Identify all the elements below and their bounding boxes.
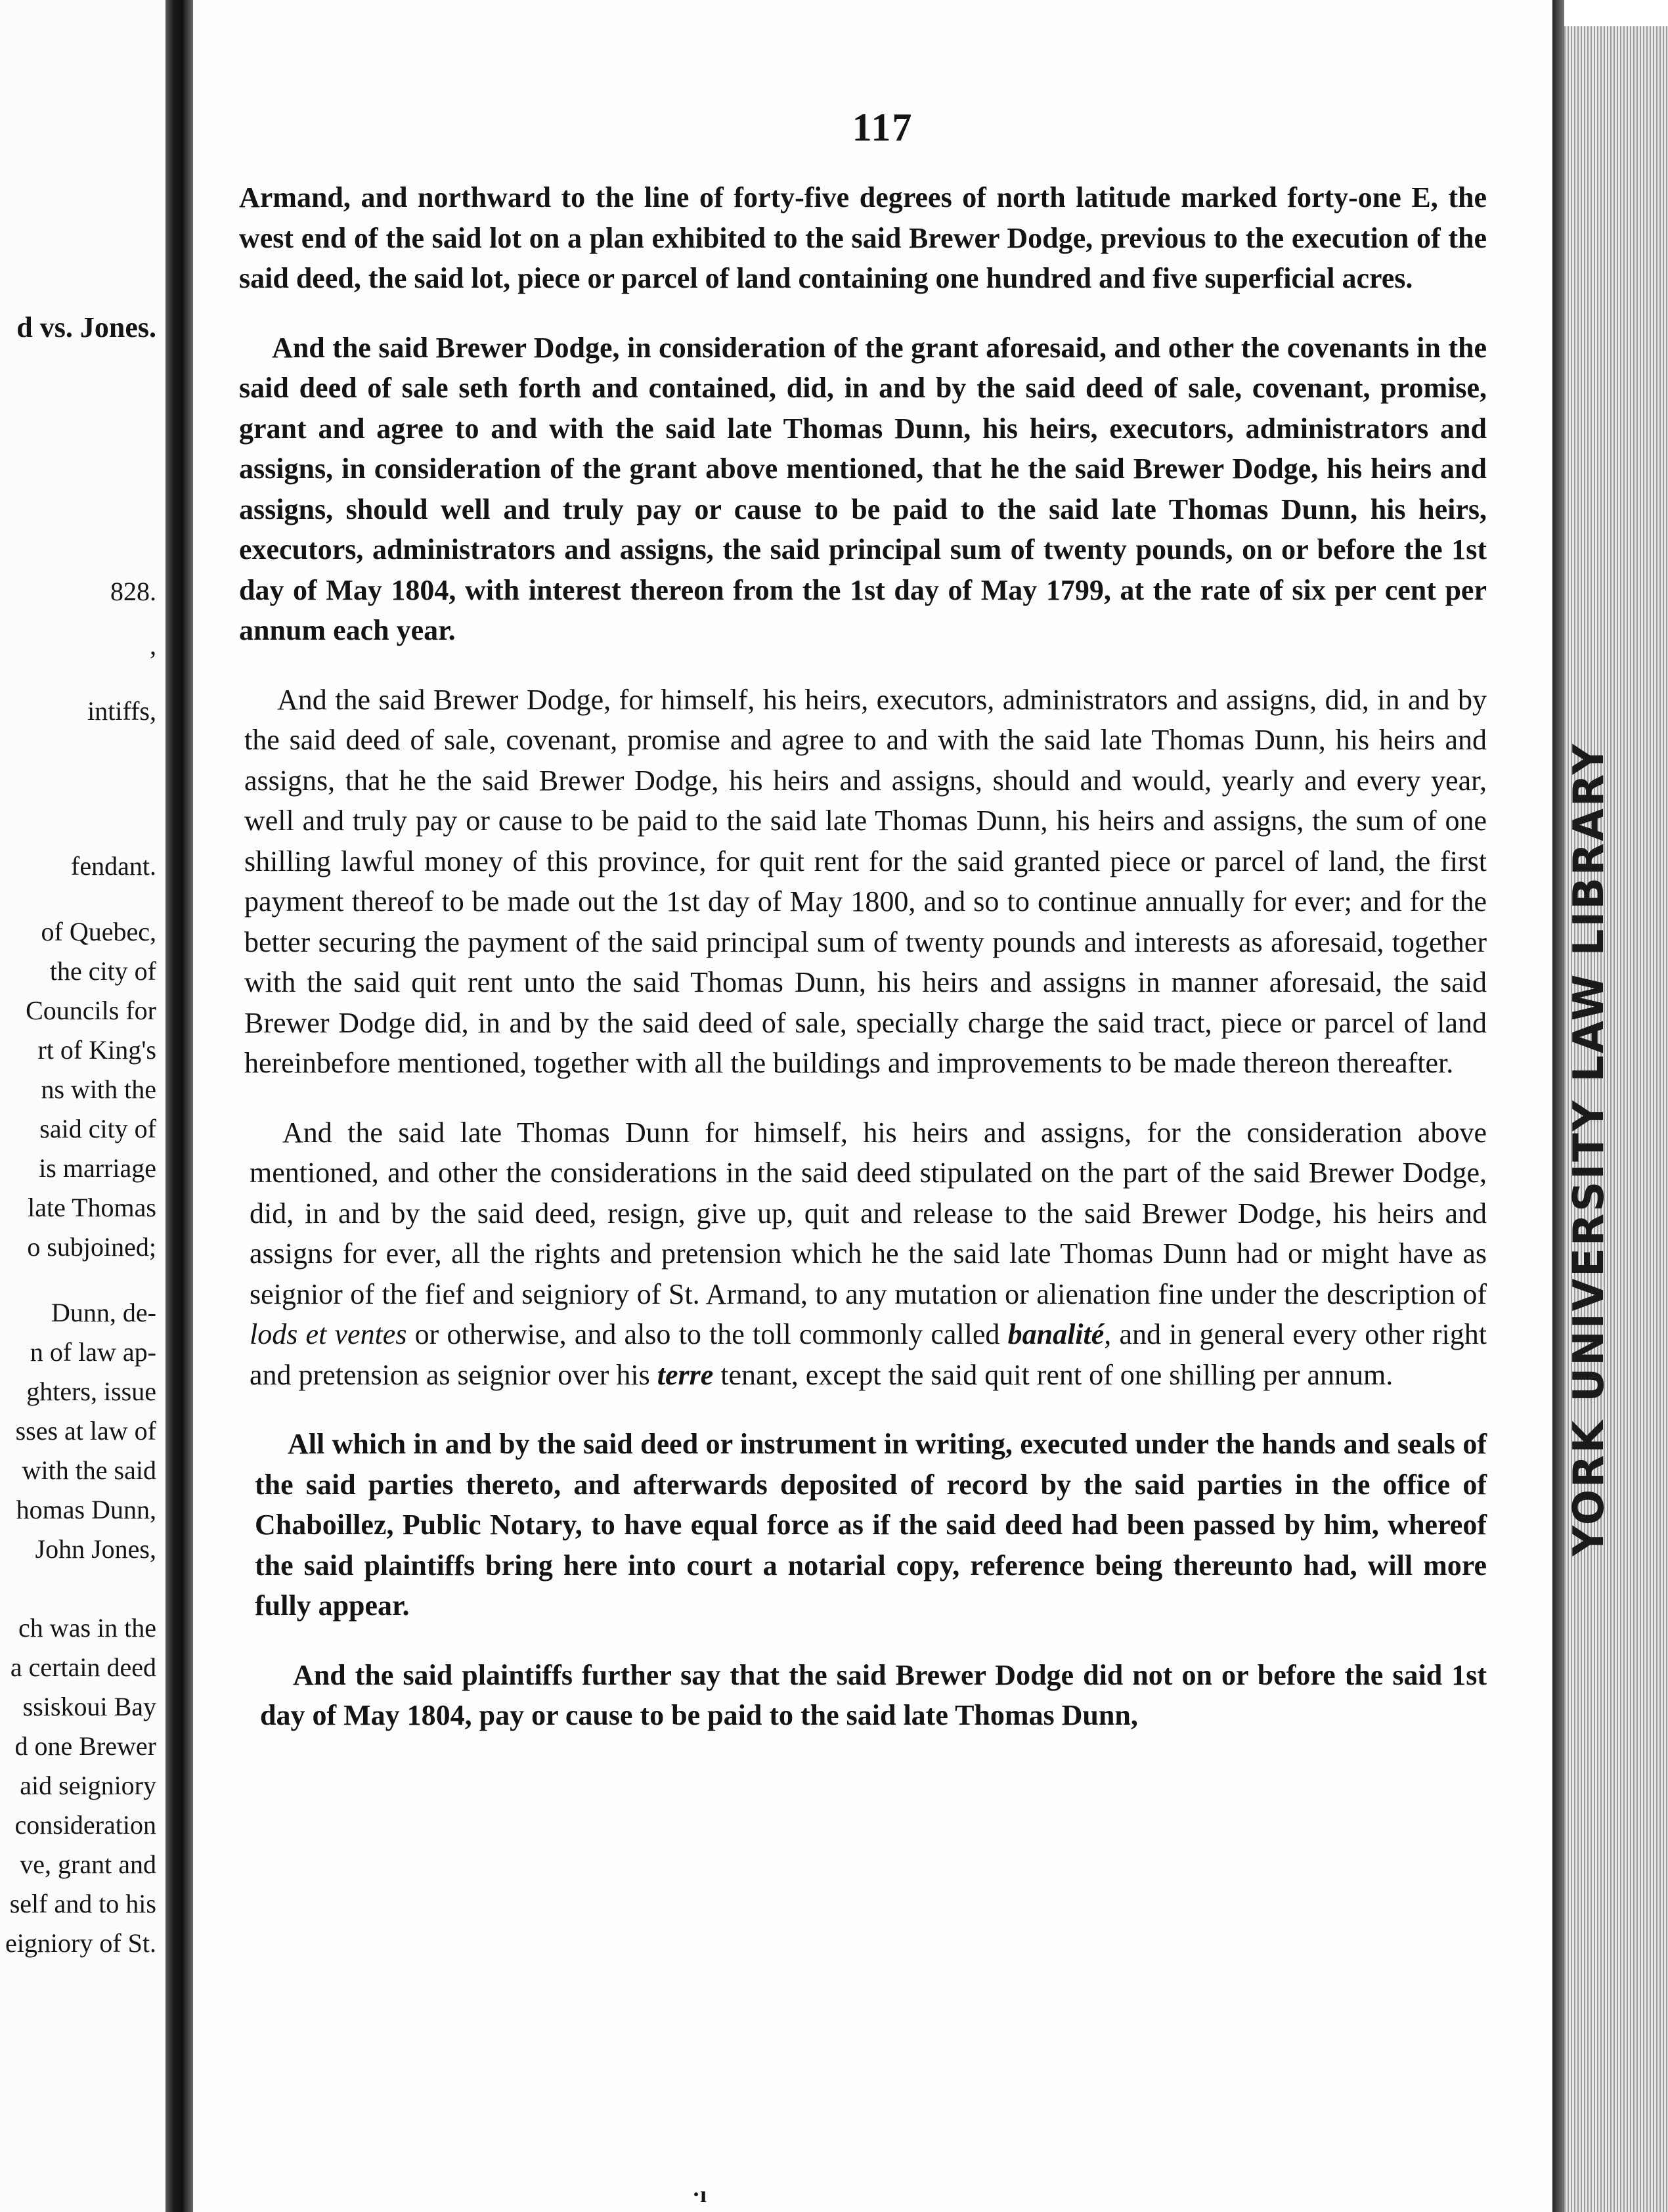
left-page-fragment: a certain deed [10,1652,156,1682]
left-page-fragment: , [150,630,156,660]
library-stamp: YORK UNIVERSITY LAW LIBRARY [1565,742,1613,1557]
paragraph: Armand, and northward to the line of forty-five degrees of north latitude marked forty-one E, the west end of the said lot on a plan exhibited to the said Brewer Dodge, previous to the execution of the said deed, the said lot, piece or parcel of land containing one hundred and five superficial acres. [239,181,1487,294]
left-page-fragment: ns with the [41,1074,156,1104]
left-page-fragment: 828. [110,577,156,606]
left-page-fragment: sses at law of [15,1416,156,1446]
left-page-fragment: ghters, issue [26,1377,156,1406]
left-page-fragment: homas Dunn, [16,1495,156,1524]
left-facing-page [0,0,165,2212]
left-page-fragment: ssiskoui Bay [22,1692,156,1721]
left-page-fragment: Dunn, de- [51,1298,156,1327]
paragraph: And the said Brewer Dodge, in consideration of the grant aforesaid, and other the covenants in the said deed of sale seth forth and contained, did, in and by the said deed of sale, covenant, promise, grant and agree to and with the said late Thomas Dunn, his heirs, executors, administrators and assigns, in consideration of the grant above mentioned, that he the said Brewer Dodge, his heirs and assigns, should well and truly pay or cause to be paid to the said late Thomas Dunn, his heirs, executors, administrators and assigns, the said principal sum of twenty pounds, on or before the 1st day of May 1804, with interest thereon from the 1st day of May 1799, at the rate of six per cent per annum each year. [239,331,1487,646]
left-page-fragment: consideration [14,1810,156,1840]
left-page-fragment: said city of [39,1114,156,1143]
left-page-fragment: n of law ap- [30,1337,156,1367]
left-page-fragment: is marriage [39,1153,156,1183]
left-page-fragment: with the said [22,1455,156,1485]
paragraph: And the said Brewer Dodge, for himself, his heirs, executors, administrators and assigns, did, in and by the said deed of sale, covenant, promise and agree to and with the said late Thomas Dunn, his heirs and assigns, that he the said Brewer Dodge, his heirs and assigns, should and would, yearly and every year, well and truly pay or cause to be paid to the said late Thomas Dunn, his heirs and assigns, the sum of one shilling lawful money of this province, for quit rent for the said granted piece or parcel of land, the first payment thereof to be made out the 1st day of May 1800, and so to continue annually for ever; and for the better securing the payment of the said principal sum of twenty pounds and interests as aforesaid, together with the said quit rent unto the said Thomas Dunn, his heirs and assigns in manner aforesaid, the said Brewer Dodge did, in and by the said deed of sale, specially charge the said tract, piece or parcel of land hereinbefore mentioned, together with all the buildings and improvements to be made thereon thereafter. [244,683,1487,1079]
left-page-fragment: late Thomas [28,1193,156,1222]
paragraph: And the said late Thomas Dunn for himself, his heirs and assigns, for the consideration above mentioned, and other the considerations in the said deed stipulated on the part of the said Brewer Dodge, did, in and by the said deed, resign, give up, quit and release to the said Brewer Dodge, his heirs and assigns for ever, all the rights and pretension which he the said late Thomas Dunn had or might have as seignior of the fief and seigniory of St. Armand, to any mutation or alienation fine under the description of lods et ventes or otherwise, and also to the toll commonly called banalité, and in general every other right and pretension as seignior over his terre tenant, except the said quit rent of one shilling per annum. [250,1116,1487,1391]
italic-term: banalité [1007,1318,1105,1350]
left-page-fragment: John Jones, [35,1534,156,1564]
italic-term: lods et ventes [250,1318,407,1350]
left-page-fragment: of Quebec, [41,917,156,946]
bottom-mark: ·ı [692,2181,707,2207]
italic-term: terre [657,1358,714,1391]
main-page [193,0,1552,2212]
body-text [239,177,1487,1736]
page-number: 117 [852,106,913,149]
left-page-fragment: d vs. Jones. [16,311,156,343]
left-page-fragment: Councils for [26,996,156,1025]
left-page-fragment: the city of [49,956,156,986]
paragraph: All which in and by the said deed or instrument in writing, executed under the hands and seals of the said parties thereto, and afterwards deposited of record by the said parties in the office of Chaboillez, Public Notary, to have equal force as if the said deed had been passed by him, whereof the said plaintiffs bring here into court a notarial copy, reference being thereunto had, will more fully appear. [255,1428,1487,1622]
left-page-fragment: d one Brewer [14,1731,156,1761]
left-page-fragment: eigniory of St. [5,1928,156,1958]
left-page-fragment: rt of King's [37,1035,156,1065]
paragraph: And the said plaintiffs further say that the said Brewer Dodge did not on or before the said 1st day of May 1804, pay or cause to be paid to the said late Thomas Dunn, [260,1658,1487,1731]
left-page-fragment: intiffs, [87,696,156,726]
book-gutter [165,0,193,2212]
left-page-fragment: o subjoined; [27,1232,156,1262]
left-page-fragment: ve, grant and [20,1849,156,1879]
left-page-fragment: aid seigniory [20,1771,156,1800]
left-page-fragment: self and to his [9,1889,156,1918]
left-page-fragment: ch was in the [18,1613,156,1643]
left-page-fragment: fendant. [71,851,156,881]
